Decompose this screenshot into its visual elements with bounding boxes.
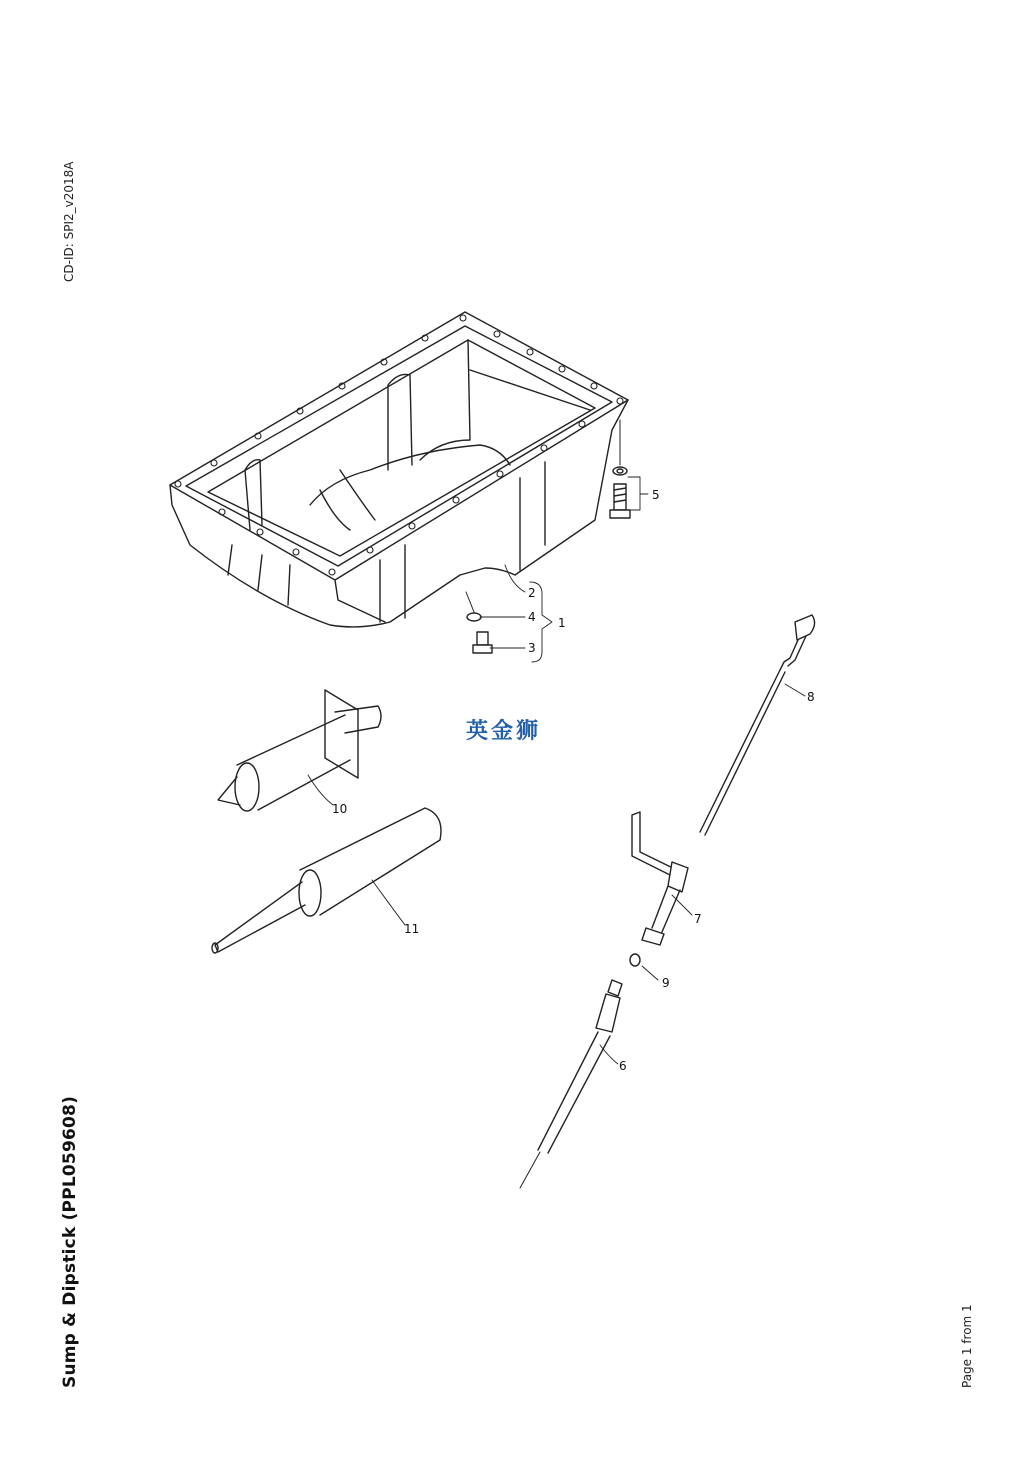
page-number: Page 1 from 1 [960,1304,974,1388]
callout-11: 11 [404,922,420,936]
sealant-tool-10 [218,690,381,811]
callout-4: 4 [528,610,536,624]
callout-6: 6 [619,1059,627,1073]
callout-8: 8 [807,690,815,704]
o-ring-9 [630,954,640,966]
cd-id-label: CD-ID: SPI2_v2018A [62,161,76,282]
sump-pan [170,312,628,627]
watermark-logo: 英金狮 [466,719,542,744]
dipstick-tube-7 [632,812,688,945]
lower-tube-6 [520,980,622,1188]
callout-5: 5 [652,488,660,502]
callout-1: 1 [558,616,566,630]
page-title: Sump & Dipstick (PPL059608) [60,1095,80,1388]
sump-bolt-and-washer [610,420,630,518]
callout-9: 9 [662,976,670,990]
drain-plug-and-washer [466,592,492,653]
callout-10: 10 [332,802,348,816]
callout-2: 2 [528,586,536,600]
dipstick-8 [700,615,815,835]
callout-7: 7 [694,912,702,926]
callout-3: 3 [528,641,536,655]
